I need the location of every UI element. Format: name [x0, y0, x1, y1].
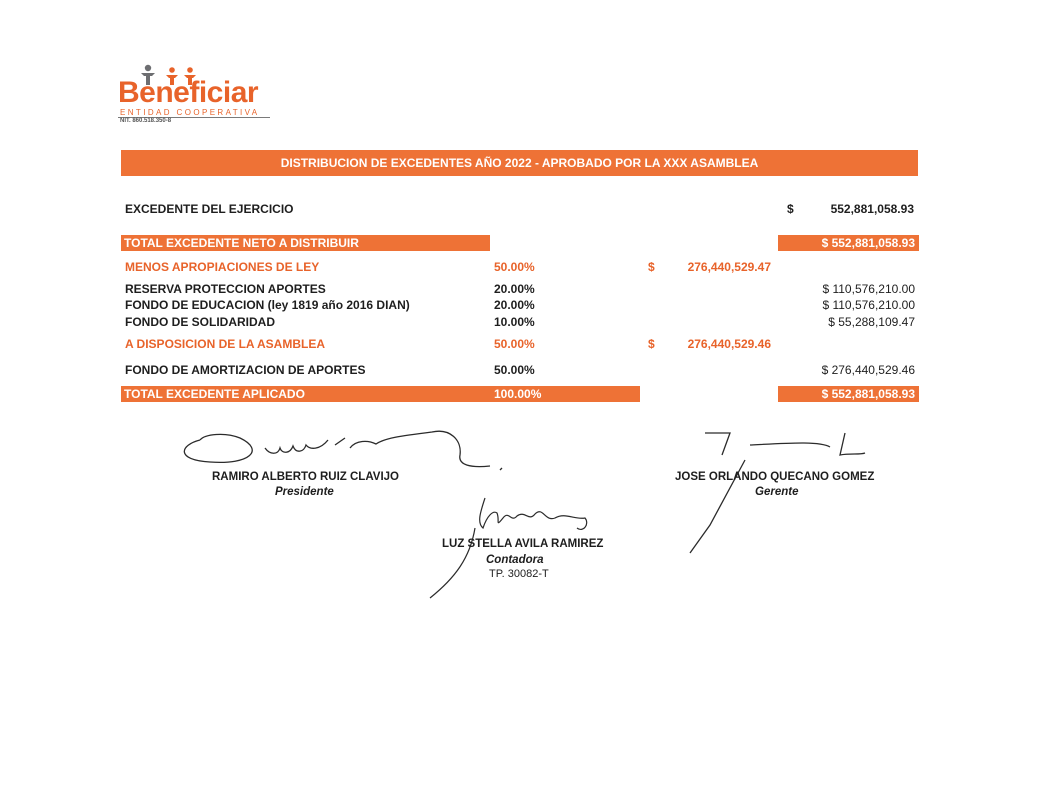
presidente-name: RAMIRO ALBERTO RUIZ CLAVIJO — [212, 471, 399, 483]
row-educacion-label: FONDO DE EDUCACION (ley 1819 año 2016 DIAN) — [125, 298, 410, 312]
report-title-banner: DISTRIBUCION DE EXCEDENTES AÑO 2022 - APROBADO POR LA XXX ASAMBLEA — [121, 150, 918, 176]
row-menos-apropiaciones-currency: $ — [648, 260, 655, 274]
row-total-aplicado-pct: 100.00% — [494, 387, 542, 401]
row-amortizacion-label: FONDO DE AMORTIZACION DE APORTES — [125, 363, 366, 377]
row-reserva-label: RESERVA PROTECCION APORTES — [125, 282, 326, 296]
company-logo — [118, 64, 288, 128]
row-excedente-currency: $ — [787, 202, 794, 216]
logo-wordmark: Beneficiar — [118, 76, 259, 109]
row-reserva-pct: 20.00% — [494, 282, 535, 296]
row-solidaridad-label: FONDO DE SOLIDARIDAD — [125, 315, 275, 329]
row-educacion-amount: $ 110,576,210.00 — [822, 298, 915, 312]
contadora-tp: TP. 30082-T — [489, 568, 549, 580]
gerente-name: JOSE ORLANDO QUECANO GOMEZ — [675, 471, 875, 483]
row-total-neto-label: TOTAL EXCEDENTE NETO A DISTRIBUIR — [124, 236, 359, 250]
row-amortizacion-amount: $ 276,440,529.46 — [821, 363, 915, 377]
row-menos-apropiaciones-label: MENOS APROPIACIONES DE LEY — [125, 260, 320, 274]
contadora-name: LUZ STELLA AVILA RAMIREZ — [442, 538, 604, 550]
row-disposicion-pct: 50.00% — [494, 337, 535, 351]
contadora-role: Contadora — [486, 554, 544, 566]
row-amortizacion-pct: 50.00% — [494, 363, 535, 377]
row-total-neto-amount: $ 552,881,058.93 — [821, 236, 915, 250]
row-total-aplicado-amount: $ 552,881,058.93 — [821, 387, 915, 401]
row-total-aplicado-label: TOTAL EXCEDENTE APLICADO — [124, 387, 305, 401]
logo-nit: NIT. 860.518.350-8 — [120, 118, 172, 124]
gerente-role: Gerente — [755, 486, 799, 498]
row-excedente-label: EXCEDENTE DEL EJERCICIO — [125, 202, 294, 216]
row-menos-apropiaciones-amount: 276,440,529.47 — [687, 260, 771, 274]
row-educacion-pct: 20.00% — [494, 298, 535, 312]
row-solidaridad-pct: 10.00% — [494, 315, 535, 329]
row-disposicion-currency: $ — [648, 337, 655, 351]
row-disposicion-label: A DISPOSICION DE LA ASAMBLEA — [125, 337, 326, 351]
row-excedente-amount: 552,881,058.93 — [830, 202, 914, 216]
row-reserva-amount: $ 110,576,210.00 — [822, 282, 915, 296]
presidente-role: Presidente — [275, 486, 334, 498]
row-solidaridad-amount: $ 55,288,109.47 — [828, 315, 915, 329]
row-menos-apropiaciones-pct: 50.00% — [494, 260, 535, 274]
row-disposicion-amount: 276,440,529.46 — [687, 337, 771, 351]
logo-subtitle: ENTIDAD COOPERATIVA — [120, 108, 260, 117]
